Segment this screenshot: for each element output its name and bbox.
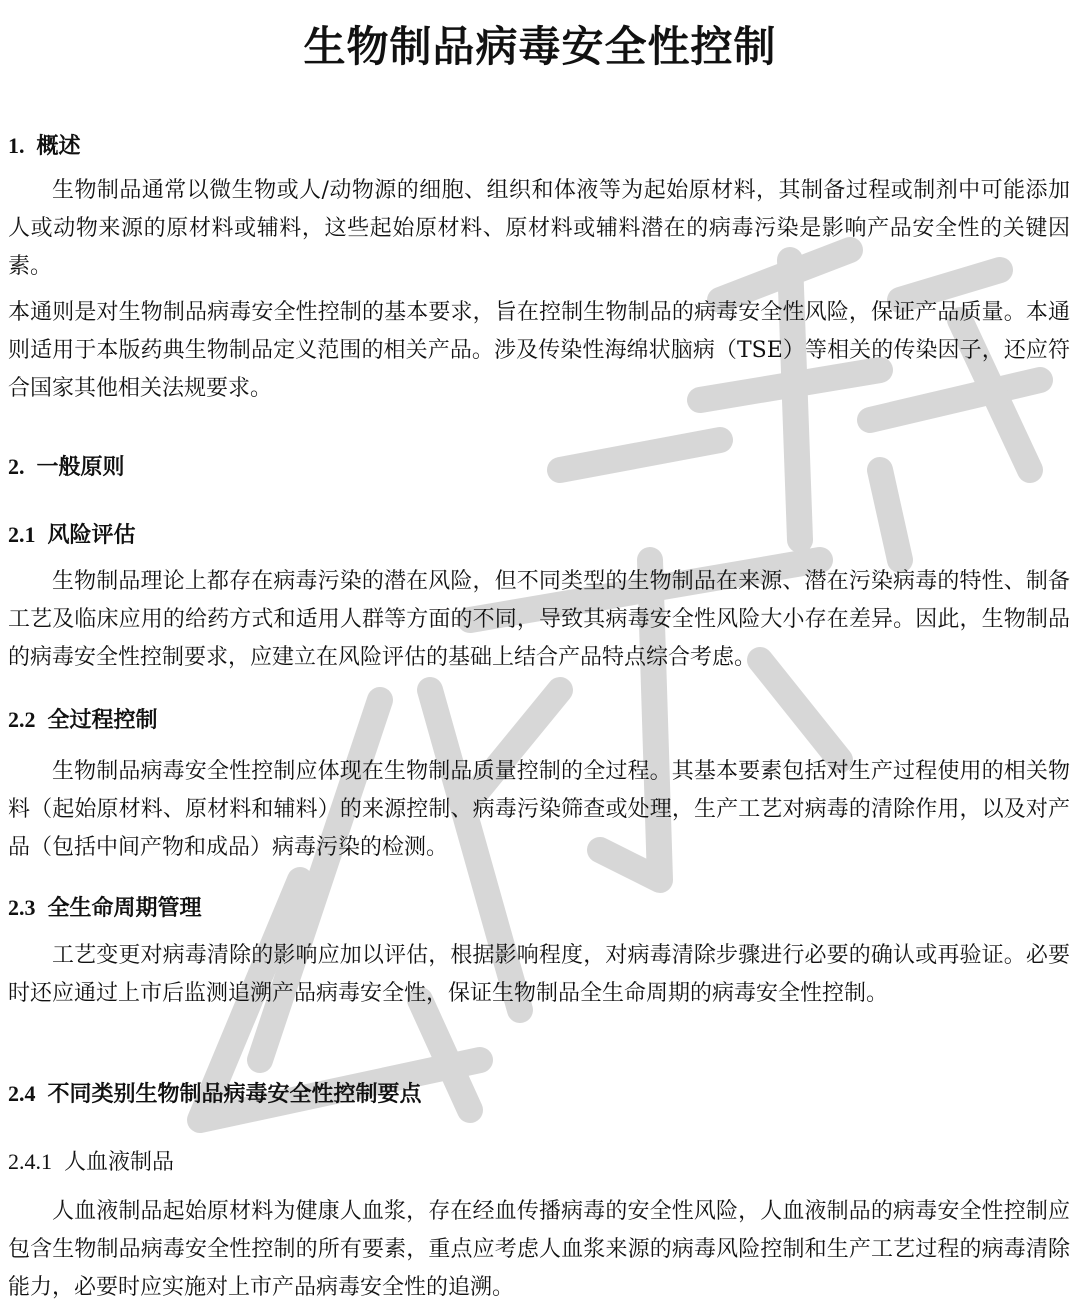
section-2-1-number: 2.1 [8, 522, 36, 547]
section-2-4-number: 2.4 [8, 1081, 36, 1106]
section-2-1-title: 风险评估 [47, 522, 136, 548]
page-title: 生物制品病毒安全性控制 [303, 22, 777, 71]
section-2-2-paragraph: 生物制品病毒安全性控制应体现在生物制品质量控制的全过程。其基本要素包括对生产过程使用的相关物料（起始原材料、原材料和辅料）的来源控制、病毒污染筛查或处理，生产工艺对病毒的清除作用，以及对产品（包括中间产物和成品）病毒污染的检测。 [8, 759, 1070, 860]
section-1-title: 概述 [36, 133, 81, 159]
section-2-title: 一般原则 [36, 454, 125, 480]
section-2-4-1-number: 2.4.1 [8, 1149, 52, 1174]
section-2-3-paragraph: 工艺变更对病毒清除的影响应加以评估，根据影响程度，对病毒清除步骤进行必要的确认或再验证。必要时还应通过上市后监测追溯产品病毒安全性，保证生物制品全生命周期的病毒安全性控制。 [8, 943, 1070, 1006]
section-2-4-title: 不同类别生物制品病毒安全性控制要点 [47, 1081, 422, 1107]
section-2-number: 2. [8, 454, 25, 479]
section-2-1-heading [8, 521, 136, 549]
section-1-paragraph-2: 本通则是对生物制品病毒安全性控制的基本要求，旨在控制生物制品的病毒安全性风险，保证产品质量。本通则适用于本版药典生物制品定义范围的相关产品。涉及传染性海绵状脑病（TSE）等相关的传染因子，还应符合国家其他相关法规要求。 [8, 300, 1070, 401]
section-2-1-paragraph: 生物制品理论上都存在病毒污染的潜在风险，但不同类型的生物制品在来源、潜在污染病毒的特性、制备工艺及临床应用的给药方式和适用人群等方面的不同，导致其病毒安全性风险大小存在差异。因此，生物制品的病毒安全性控制要求，应建立在风险评估的基础上结合产品特点综合考虑。 [8, 569, 1070, 670]
section-2-2-number: 2.2 [8, 707, 36, 732]
section-2-4-1-paragraph: 人血液制品起始原材料为健康人血浆，存在经血传播病毒的安全性风险，人血液制品的病毒安全性控制应包含生物制品病毒安全性控制的所有要素，重点应考虑人血浆来源的病毒风险控制和生产工艺过程的病毒清除能力，必要时应实施对上市产品病毒安全性的追溯。 [8, 1199, 1070, 1300]
section-2-3-heading [8, 894, 202, 922]
section-1-number: 1. [8, 133, 25, 158]
section-2-heading [8, 453, 125, 481]
section-2-4-1-heading [8, 1148, 174, 1177]
section-2-4-1-title: 人血液制品 [64, 1150, 175, 1175]
section-1-paragraph-1: 生物制品通常以微生物或人/动物源的细胞、组织和体液等为起始原材料，其制备过程或制剂中可能添加人或动物来源的原材料或辅料，这些起始原材料、原材料或辅料潜在的病毒污染是影响产品安全性的关键因素。 [8, 178, 1070, 279]
section-1-heading [8, 132, 81, 160]
section-2-3-title: 全生命周期管理 [47, 895, 202, 921]
section-2-2-heading [8, 706, 158, 734]
section-2-2-title: 全过程控制 [47, 707, 158, 733]
section-2-4-heading [8, 1080, 422, 1108]
section-2-3-number: 2.3 [8, 895, 36, 920]
